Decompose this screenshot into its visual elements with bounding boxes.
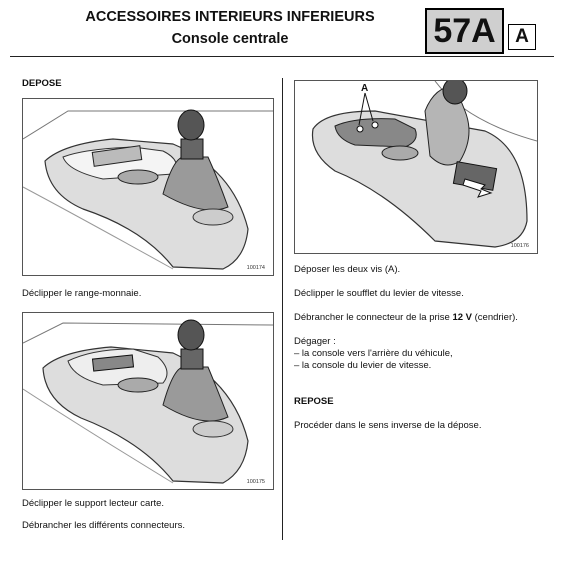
console-illustration-2 [23,313,273,489]
page-subtitle: Console centrale [171,31,289,47]
right-step-3 [294,312,518,324]
variant-box: A [508,24,536,50]
figure-number-1: 100174 [246,265,265,271]
right-step-3-text-before: Débrancher le connecteur de la prise [294,312,453,323]
depose-step-2: Déclipper le support lecteur carte. [22,498,165,509]
callout-a: A [361,83,369,94]
page-title: ACCESSOIRES INTERIEURS INFERIEURS [85,9,375,25]
figure-100176 [294,80,538,254]
column-divider [282,78,283,540]
figure-100174 [22,98,274,276]
console-illustration-3 [295,81,537,253]
right-step-4-title: Dégager : [294,336,336,347]
header-rule [10,56,554,57]
figure-number-3: 100176 [510,243,529,249]
figure-100175 [22,312,274,490]
right-step-3-voltage: 12 V [452,312,472,323]
section-title-repose: REPOSE [294,396,334,407]
right-step-4-item-2: – la console du levier de vitesse. [294,360,432,371]
chapter-code-box: 57A [425,8,504,54]
repose-text: Procéder dans le sens inverse de la dépose. [294,420,482,431]
figure-number-2: 100175 [246,479,265,485]
right-step-1: Déposer les deux vis (A). [294,264,401,275]
console-illustration-1 [23,99,273,275]
right-step-3-text-after: (cendrier). [471,312,518,323]
depose-step-3: Débrancher les différents connecteurs. [22,520,185,531]
depose-step-1: Déclipper le range-monnaie. [22,288,142,299]
right-step-4-item-1: – la console vers l'arrière du véhicule, [294,348,453,359]
section-title-depose: DEPOSE [22,78,62,89]
right-step-2: Déclipper le soufflet du levier de vitesse. [294,288,464,299]
